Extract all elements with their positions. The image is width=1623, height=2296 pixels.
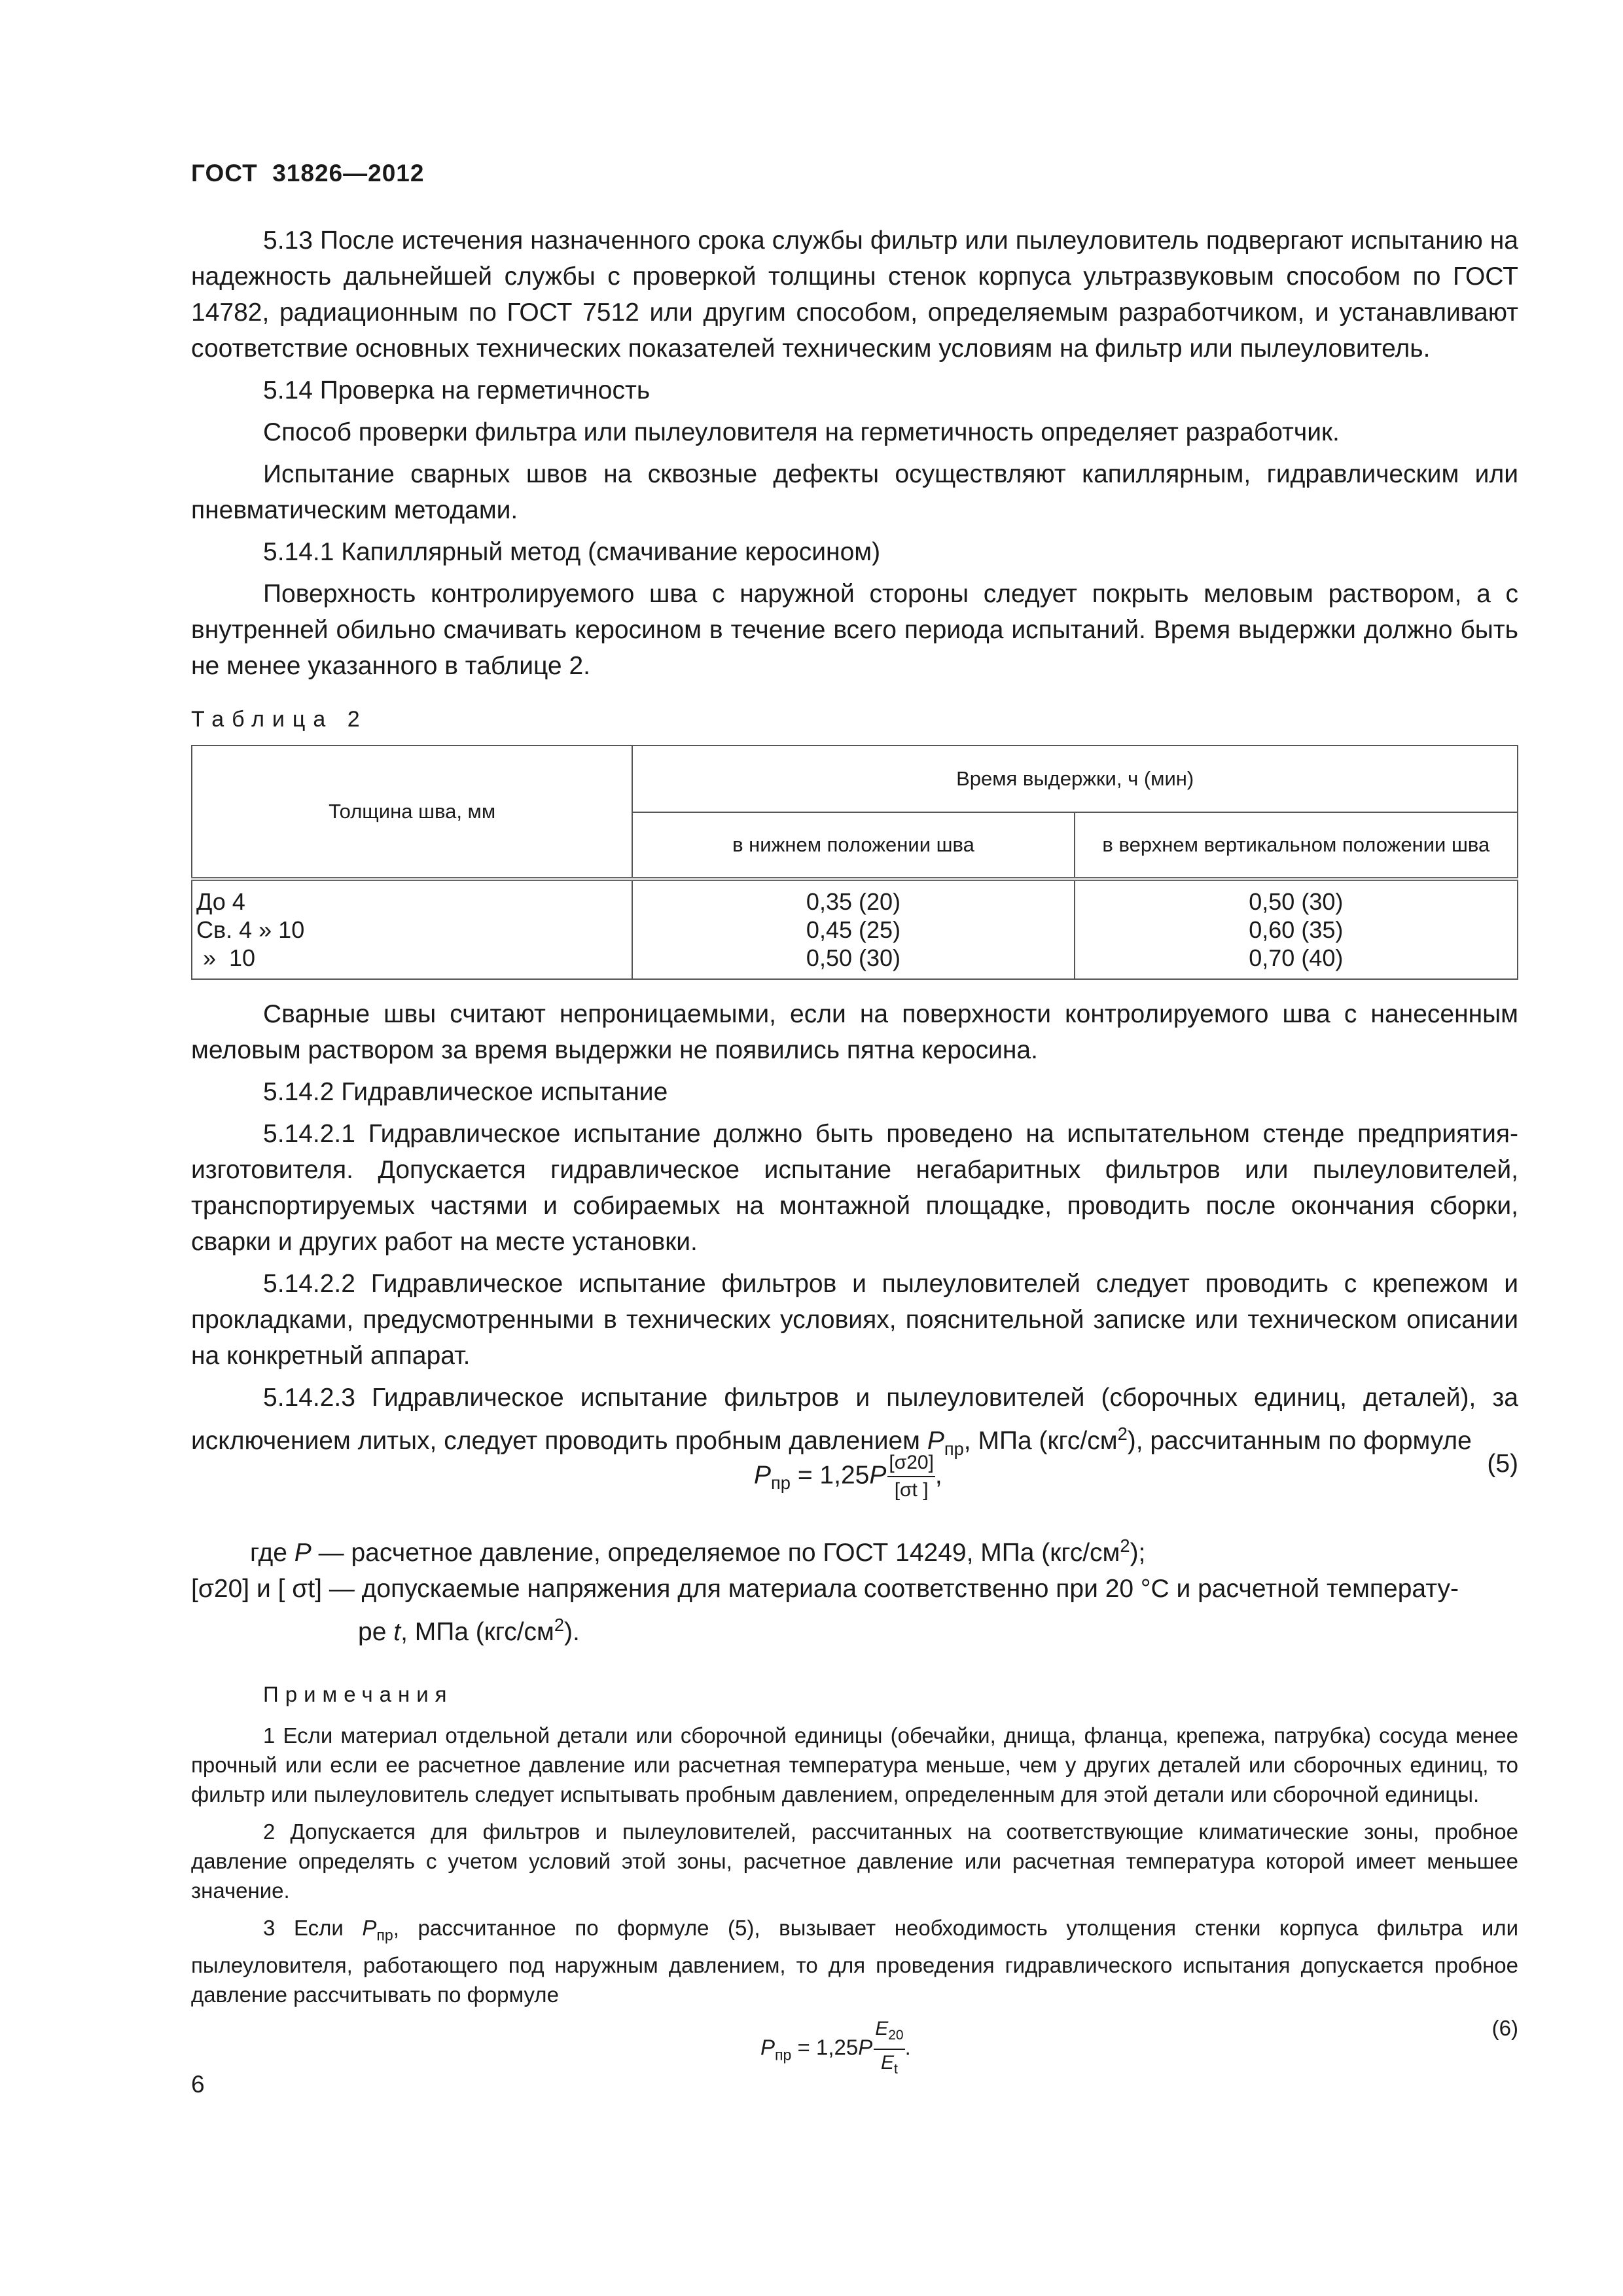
formula-6-expression: $P_{пр} = 1,25P$ $\frac{E_{20}}{E_t}$ . [760, 2016, 911, 2083]
legend-line-p: где P — расчетное давление, определяемое по ГОСТ 14249, МПа $(кгс/см^2)$; [250, 1535, 1146, 1567]
upper-value: 0,50 (30) [1249, 888, 1344, 915]
paragraph-5-14-2-3: 5.14.2.3 Гидравлическое испытание фильтров и пылеуловителей (сборочных единиц, деталей), за исключением литых, следует проводить пробным давлением $P_{пр}$, МПа $(кгс/см^2)$, рассчитанным по формуле [191, 1384, 1518, 1459]
paragraph-welds-impermeable: Сварные швы считают непроницаемыми, если на поверхности контролируемого шва с нанесенным меловым раствором за время выдержки не появились пятна керосина. [191, 1000, 1518, 1064]
formula-6 [191, 2016, 1518, 2094]
paragraph-5-14-welds: Испытание сварных швов на сквозные дефекты осуществляют капиллярным, гидравлическим или пневматическим методами. [191, 460, 1518, 524]
page-number: 6 [191, 2071, 205, 2098]
table-caption: Таблица 2 [191, 707, 368, 732]
formula-6-number: (6) [1491, 2016, 1518, 2040]
paragraph-5-14-1-text: Поверхность контролируемого шва с наружной стороны следует покрыть меловым раствором, а с внутренней обильно смачивать керосином в течение всего периода испытаний. Время выдержки должно быть не менее указанного в таблице 2. [191, 580, 1518, 680]
table-cell-upper [1075, 879, 1518, 979]
standard-header: ГОСТ 31826—2012 [191, 160, 425, 187]
body-middle [191, 996, 1518, 1473]
formula-5-number: (5) [1487, 1450, 1518, 1478]
upper-value: 0,60 (35) [1249, 916, 1344, 943]
paragraph-5-14-2-1: 5.14.2.1 Гидравлическое испытание должно быть проведено на испытательном стенде предприятия-изготовителя. Допускается гидравлическое испытание негабаритных фильтров или пылеуловителей, транспортируемых частями и собираемых на монтажной площадке, проводить после окончания сборки, сварки и других работ на месте установки. [191, 1120, 1518, 1256]
table-cell-thickness [192, 879, 632, 979]
lower-value: 0,35 (20) [806, 888, 901, 915]
paragraph-5-14-1-title: 5.14.1 Капиллярный метод (смачивание керосином) [263, 538, 881, 566]
table-header-lower-position: в нижнем положении шва [632, 812, 1074, 879]
thickness-value: Св. 4 » 10 [196, 916, 305, 943]
legend-line-t: ре t, МПа $(кгс/см^2)$. [358, 1615, 580, 1646]
table-cell-lower [632, 879, 1074, 979]
upper-value: 0,70 (40) [1249, 944, 1344, 971]
lower-value: 0,45 (25) [806, 916, 901, 943]
thickness-value: До 4 [196, 888, 245, 915]
note-1: 1 Если материал отдельной детали или сборочной единицы (обечайки, днища, фланца, крепежа, патрубка) сосуда менее прочный или если ее расчетное давление или расчетная температура меньше, чем у других деталей или сборочных единиц, то фильтр или пылеуловитель следует испытывать пробным давлением, определенным для этой детали или сборочной единицы. [191, 1723, 1518, 1806]
formula-5 [191, 1450, 1518, 1528]
note-2: 2 Допускается для фильтров и пылеуловителей, рассчитанных на соответствующие климатические зоны, пробное давление определять с учетом условий этой зоны, расчетное давление или расчетная температура которой имеет меньшее значение. [191, 1820, 1518, 1903]
note-3: 3 Если $P_{пр}$, рассчитанное по формуле (5), вызывает необходимость утолщения стенки корпуса фильтра или пылеуловителя, работающего под наружным давлением, то для проведения гидравлического испытания допускается пробное давление рассчитывать по формуле [191, 1916, 1518, 2007]
paragraph-5-14-2-2: 5.14.2.2 Гидравлическое испытание фильтров и пылеуловителей следует проводить с крепежом и прокладками, предусмотренными в технических условиях, пояснительной записке или техническом описании на конкретный аппарат. [191, 1270, 1518, 1370]
table-header-thickness: Толщина шва, мм [192, 745, 632, 879]
lower-value: 0,50 (30) [806, 944, 901, 971]
formula-5-legend [191, 1528, 1518, 1650]
notes-title: Примечания [263, 1682, 454, 1706]
formula-5-fraction: $\frac{[\sigma 20]}{[\sigma t ]}$ [887, 1450, 935, 1503]
paragraph-5-14-method: Способ проверки фильтра или пылеуловителя на герметичность определяет разработчик. [263, 418, 1340, 446]
holding-time-table [191, 745, 1518, 980]
paragraph-5-13: 5.13 После истечения назначенного срока службы фильтр или пылеуловитель подвергают испытанию на надежность дальнейшей службы с проверкой толщины стенок корпуса ультразвуковым способом по ГОСТ 14782, радиационным по ГОСТ 7512 или другим способом, определяемым разработчиком, и устанавливают соответствие основных технических показателей техническим условиям на фильтр или пылеуловитель. [191, 226, 1518, 363]
table-row [192, 879, 1518, 979]
table-header-upper-position: в верхнем вертикальном положении шва [1075, 812, 1518, 879]
paragraph-5-14-2-title: 5.14.2 Гидравлическое испытание [263, 1078, 668, 1106]
body-top [191, 223, 1518, 690]
notes-block [191, 1679, 1518, 2017]
formula-5-expression: $P_{пр} = 1,25P$ $\frac{[\sigma 20]}{[\sigma t ]}$ , [754, 1450, 942, 1503]
legend-line-sigma: [σ20] и [ σt] — допускаемые напряжения для материала соответственно при 20 °С и расчетной температу- [191, 1575, 1459, 1603]
thickness-value: » 10 [196, 944, 256, 971]
formula-6-fraction: $\frac{E_{20}}{E_t}$ [874, 2016, 904, 2083]
paragraph-5-14-title: 5.14 Проверка на герметичность [263, 376, 651, 404]
table-header-holding-time: Время выдержки, ч (мин) [632, 745, 1518, 812]
